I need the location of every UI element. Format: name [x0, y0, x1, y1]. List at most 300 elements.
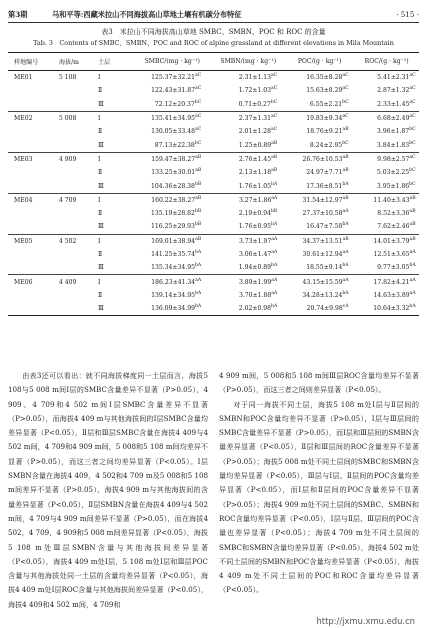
table-row — [8, 111, 419, 125]
cell-smbc — [133, 302, 212, 316]
cell-smbn — [212, 207, 285, 220]
roc-value: 2.33±1.45 — [377, 100, 410, 108]
cell-smbc — [133, 261, 212, 275]
roc-value: 9.98±2.57 — [377, 155, 410, 163]
smbn-value: 3.06±1.47 — [238, 251, 272, 258]
cell-poc — [285, 261, 354, 275]
smbn-significance: aC — [271, 86, 278, 92]
smbc-value: 130.05±33.48 — [151, 128, 195, 136]
cell-smbn — [212, 234, 285, 248]
cell-smbc — [133, 84, 212, 97]
smbc-significance: aA — [195, 277, 202, 283]
smbc-significance: aC — [194, 73, 202, 79]
cell-poc — [285, 234, 354, 248]
poc-significance: bC — [342, 140, 349, 146]
cell-plot — [8, 261, 59, 275]
header-plot: 样地编号 — [8, 53, 59, 71]
smbn-value: 2.31±1.13 — [238, 74, 272, 82]
poc-value: 17.36±8.51 — [306, 182, 343, 190]
cell-smbn — [212, 84, 285, 97]
poc-value: 18.55±9.14 — [306, 264, 343, 272]
cell-altitude — [59, 84, 98, 97]
watermark-url: http://jxmu.xmu.edu.cn — [316, 616, 415, 626]
poc-significance: aA — [342, 209, 349, 215]
cell-plot: ME04 — [14, 196, 33, 204]
cell-roc — [354, 98, 419, 112]
cell-layer: Ⅲ — [98, 302, 133, 316]
cell-roc — [354, 275, 419, 289]
smbc-significance: aB — [195, 236, 202, 242]
poc-significance: bA — [342, 181, 349, 187]
poc-significance: aB — [342, 236, 349, 242]
roc-value: 3.84±1.83 — [376, 141, 410, 149]
cell-plot: ME03 — [14, 155, 33, 163]
cell-smbn — [212, 261, 285, 275]
smbn-value: 2.01±1.28 — [238, 128, 272, 136]
cell-smbc — [133, 166, 212, 179]
cell-poc — [285, 289, 354, 302]
cell-layer: Ⅰ — [97, 237, 101, 245]
header-layer: 土层 — [98, 53, 133, 71]
cell-smbc — [133, 152, 212, 166]
table-row — [8, 71, 419, 85]
table-caption-en: Tab. 3 Contents of SMBC、SMBN、POC and ROC of alpine grassland at different elevations in Mila Mountain — [33, 39, 394, 47]
cell-smbn — [212, 289, 285, 302]
smbn-significance: aB — [271, 168, 278, 174]
smbn-value: 2.76±1.45 — [238, 155, 272, 163]
table-row — [8, 302, 419, 316]
smbc-value: 141.25±35.74 — [151, 251, 195, 258]
table-caption-cn: 表3 米拉山不同海拔高山草地 SMBC、SMBN、POC 和 ROC 的含量 — [101, 28, 326, 36]
roc-significance: bA — [409, 304, 416, 310]
cell-layer: Ⅰ — [97, 74, 101, 82]
poc-value: 27.37±10.58 — [302, 210, 343, 218]
table-row — [8, 138, 419, 152]
roc-significance: aB — [409, 222, 416, 228]
smbc-value: 125.37±32.21 — [151, 74, 195, 82]
smbc-value: 135.34±34.95 — [151, 264, 195, 272]
poc-value: 31.54±12.97 — [302, 196, 343, 204]
table-header-row — [8, 53, 419, 71]
roc-value: 8.52±3.36 — [377, 210, 410, 218]
cell-plot — [8, 289, 59, 302]
cell-roc — [354, 261, 419, 275]
cell-altitude — [59, 248, 98, 261]
smbc-significance: bA — [194, 304, 202, 310]
cell-layer: Ⅰ — [97, 155, 101, 163]
smbn-significance: bB — [270, 209, 278, 215]
table-row — [8, 152, 419, 166]
smbn-significance: bA — [271, 222, 278, 228]
roc-value: 2.87±1.32 — [377, 87, 410, 95]
smbc-significance: aC — [194, 114, 202, 119]
smbc-value: 136.09±34.99 — [151, 305, 195, 313]
roc-value: 12.51±3.65 — [373, 251, 410, 258]
cell-plot: ME06 — [14, 278, 33, 286]
table-row — [8, 193, 419, 207]
roc-significance: aC — [409, 114, 416, 119]
poc-value: 6.55±2.21 — [309, 100, 343, 108]
roc-value: 11.40±3.43 — [373, 196, 410, 204]
smbc-value: 135.41±34.95 — [151, 115, 195, 123]
table-row — [8, 84, 419, 97]
cell-plot: ME02 — [14, 115, 33, 123]
cell-poc — [285, 275, 354, 289]
smbc-significance: bB — [194, 181, 202, 187]
smbn-value: 1.72±1.03 — [238, 87, 272, 95]
smbc-significance: bA — [194, 249, 202, 255]
cell-altitude — [59, 179, 98, 193]
cell-roc — [354, 125, 419, 138]
cell-poc — [285, 220, 354, 234]
roc-significance: aA — [409, 249, 416, 255]
cell-poc — [285, 125, 354, 138]
cell-roc — [354, 302, 419, 316]
cell-smbc — [133, 179, 212, 193]
table-row — [8, 166, 419, 179]
cell-roc — [354, 193, 419, 207]
smbn-significance: aC — [271, 127, 278, 133]
smbc-value: 104.36±28.38 — [151, 182, 195, 190]
smbn-value: 1.76±0.95 — [238, 223, 272, 231]
cell-plot — [8, 179, 59, 193]
cell-poc — [285, 98, 354, 112]
cell-plot — [8, 207, 59, 220]
roc-significance: aC — [409, 86, 416, 92]
cell-smbn — [212, 179, 285, 193]
roc-value: 14.01±3.79 — [373, 237, 410, 245]
roc-significance: bC — [409, 140, 416, 146]
poc-significance: aB — [342, 168, 349, 174]
smbc-significance: bB — [194, 222, 202, 228]
smbn-value: 3.73±1.97 — [238, 237, 272, 245]
cell-poc — [285, 207, 354, 220]
header-smbn: SMBN/(mg · kg⁻¹) — [212, 53, 285, 71]
poc-significance: aC — [342, 114, 349, 119]
paragraph: 由表3还可以看出：就不同海拔梯度同一土层而言，海拔5 108与5 008 m间Ⅰ层的SMBC含量差异不显著（P>0.05），4 909、4 709和4 502 m间Ⅰ层SMBC含量差异不显著（P>0.05），而海拔4 409 m与其他海拔间的Ⅰ层SMBC含量均差异显著（P<0.05），Ⅱ层和Ⅲ层SMBC含量在海拔4 409与4 502 m间，4 709和4 909 m间，5 008和5 108 m间均差异不显著（P>0.05），而这三者之间均差异显著（P<0.05）。Ⅰ层SMBN含量在海拔4 409，4 502和4 709 m及5 008和5 108 m间差异不显著（P>0.05），海拔4 909 m与其他海拔间的含量差异显著（P<0.05），Ⅱ层SMBN含量在海拔4 409与4 502 m间，4 709与4 909 m间差异不显著（P>0.05），而在海拔4 502，4 709，4 909和5 008 m间差异显著（P<0.05），海拔5 108 m处Ⅲ层SMBN含量与其他海拔间差异显著（P<0.05），海拔4 409 m处Ⅰ层，5 108 m处Ⅰ层和Ⅲ层POC含量与其他海拔处同一土层的含量均差异显著（P<0.05），海拔4 409 m处Ⅰ层ROC含量与其他海拔间差异显著（P<0.05），海拔4 409和4 502 m间，4 709和 — [8, 371, 208, 609]
cell-layer: Ⅱ — [97, 210, 103, 218]
roc-value: 17.82±4.21 — [373, 278, 410, 286]
cell-plot — [8, 220, 59, 234]
page-number: · 515 · — [396, 10, 419, 19]
poc-value: 43.15±15.59 — [302, 278, 343, 286]
cell-layer: Ⅲ — [98, 98, 133, 112]
cell-altitude: 4 909 — [58, 155, 77, 163]
data-table — [8, 52, 419, 316]
cell-smbc — [133, 207, 212, 220]
poc-significance: bC — [342, 99, 349, 105]
roc-significance: aC — [409, 73, 416, 79]
cell-roc — [354, 234, 419, 248]
cell-poc — [285, 166, 354, 179]
smbn-value: 1.76±1.05 — [238, 182, 272, 190]
cell-smbn — [212, 275, 285, 289]
smbc-significance: aB — [195, 154, 202, 160]
smbc-value: 133.25±30.01 — [151, 169, 196, 177]
smbc-value: 139.14±34.95 — [151, 291, 195, 299]
smbc-value: 72.12±20.37 — [154, 100, 195, 108]
cell-roc — [354, 84, 419, 97]
cell-plot — [8, 84, 59, 97]
smbn-value: 2.19±0.94 — [238, 210, 271, 218]
cell-altitude — [59, 261, 98, 275]
smbn-significance: aA — [271, 277, 278, 283]
smbc-significance: bB — [194, 209, 202, 215]
poc-significance: aB — [342, 195, 349, 201]
cell-altitude — [59, 98, 98, 112]
table-row — [8, 248, 419, 261]
cell-smbc — [133, 248, 212, 261]
cell-layer: Ⅲ — [98, 261, 133, 275]
smbn-significance: bA — [271, 181, 278, 187]
smbc-value: 122.43±31.87 — [151, 87, 195, 95]
cell-altitude — [59, 138, 98, 152]
cell-smbn — [212, 125, 285, 138]
cell-plot — [8, 248, 59, 261]
smbn-value: 3.70±1.88 — [238, 291, 272, 299]
roc-significance: bC — [409, 168, 416, 174]
smbn-significance: aA — [271, 236, 278, 242]
cell-roc — [354, 71, 419, 85]
poc-significance: aC — [342, 86, 349, 92]
cell-roc — [354, 152, 419, 166]
smbn-value: 1.94±0.89 — [238, 264, 272, 272]
cell-smbn — [212, 152, 285, 166]
poc-value: 20.74±9.98 — [306, 305, 343, 313]
header-smbc: SMBC/(mg · kg⁻¹) — [133, 53, 212, 71]
smbc-significance: aB — [195, 195, 202, 201]
table-row — [8, 275, 419, 289]
cell-plot — [8, 125, 59, 138]
cell-smbn — [212, 111, 285, 125]
poc-value: 24.97±7.71 — [306, 169, 343, 177]
poc-value: 30.61±12.94 — [302, 251, 343, 258]
table-row — [8, 234, 419, 248]
smbc-value: 169.01±38.94 — [151, 237, 196, 245]
body-column-left — [8, 369, 208, 612]
cell-plot — [8, 166, 59, 179]
poc-significance: aC — [342, 73, 349, 79]
cell-smbc — [133, 125, 212, 138]
cell-poc — [285, 71, 354, 85]
poc-value: 8.24±2.95 — [309, 141, 343, 149]
smbn-significance: aC — [271, 73, 278, 79]
smbn-value: 0.71±0.27 — [238, 100, 271, 108]
cell-smbn — [212, 71, 285, 85]
cell-poc — [285, 138, 354, 152]
cell-smbn — [212, 220, 285, 234]
roc-significance: aA — [409, 290, 416, 296]
cell-smbn — [212, 248, 285, 261]
smbc-value: 135.19±28.82 — [151, 210, 195, 218]
roc-significance: bC — [409, 181, 416, 187]
header-altitude: 海拔/m — [59, 53, 98, 71]
cell-layer: Ⅰ — [97, 115, 101, 123]
running-header — [8, 6, 419, 23]
cell-plot — [8, 98, 59, 112]
header-roc: ROC/(g · kg⁻¹) — [354, 53, 419, 71]
smbc-value: 159.47±38.27 — [151, 155, 196, 163]
cell-poc — [285, 248, 354, 261]
smbn-significance: aA — [271, 290, 278, 296]
roc-significance: aB — [409, 209, 416, 215]
smbn-significance: bA — [271, 263, 278, 269]
roc-value: 10.64±3.32 — [373, 305, 410, 313]
table-row — [8, 261, 419, 275]
roc-value: 6.68±2.49 — [377, 115, 410, 123]
cell-altitude: 4 409 — [58, 278, 77, 286]
roc-value: 9.77±3.05 — [377, 264, 410, 272]
cell-altitude: 5 108 — [58, 74, 77, 82]
roc-significance: aB — [409, 195, 416, 201]
cell-smbn — [212, 138, 285, 152]
cell-poc — [285, 302, 354, 316]
cell-altitude: 5 008 — [58, 115, 77, 123]
cell-smbc — [133, 275, 212, 289]
smbn-significance: aC — [271, 114, 278, 119]
cell-smbc — [133, 138, 212, 152]
paragraph: 对于同一海拔不同土层，海拔5 108 m处Ⅰ层与Ⅱ层间的SMBN和POC含量均差异不显著（P>0.05），Ⅰ层与Ⅲ层间的SMBC含量差异不显著（P>0.05），而Ⅰ层和Ⅲ层间的SMBN含量差异显著（P<0.05），Ⅱ层和Ⅲ层间的ROC含量差异不显著（P>0.05）；海拔5 008 m处不同土层间的SMBC和SMBN含量均差异显著（P<0.05），Ⅲ层与Ⅰ层、Ⅱ层间的POC含量均差异显著（P<0.05），而Ⅰ层和Ⅱ层间的POC含量差异不显著（P>0.05）；海拔4 909 m处不同土层间的SMBC、SMBN和ROC含量均差异显著（P<0.05），Ⅰ层与Ⅱ层、Ⅲ层间的POC含量也差异显著（P<0.05）；海拔4 709 m处不同土层间的SMBC和SMBN含量均差异显著（P<0.05），海拔4 502 m处不同土层间的SMBN和POC含量均差异显著（P<0.05），海拔4 409 m处不同土层间的POC和ROC含量均差异显著（P<0.05）。 — [219, 399, 419, 595]
cell-roc — [354, 179, 419, 193]
cell-plot: ME05 — [14, 237, 33, 245]
poc-value: 34.37±13.51 — [302, 237, 343, 245]
cell-roc — [354, 220, 419, 234]
smbc-significance: aB — [195, 168, 202, 174]
roc-value: 3.96±1.87 — [376, 128, 410, 136]
smbn-value: 2.13±1.18 — [238, 169, 272, 177]
cell-altitude — [59, 220, 98, 234]
table-row — [8, 207, 419, 220]
cell-smbc — [133, 289, 212, 302]
cell-layer: Ⅲ — [98, 220, 133, 234]
cell-layer: Ⅱ — [97, 87, 103, 95]
cell-roc — [354, 248, 419, 261]
roc-value: 7.62±2.46 — [377, 223, 410, 231]
poc-value: 16.47±7.58 — [306, 223, 343, 231]
smbn-significance: aB — [271, 154, 278, 160]
smbc-significance: aC — [194, 86, 202, 92]
paragraph: 4 909 m间，5 008和5 108 m间Ⅲ层ROC含量均差异不显著（P>0.05），而这三者之间则差异显著（P<0.05）。 — [219, 371, 419, 395]
poc-value: 15.63±8.29 — [306, 87, 343, 95]
poc-value: 19.83±9.34 — [306, 115, 343, 123]
smbn-significance: aB — [271, 140, 278, 146]
cell-smbc — [133, 193, 212, 207]
cell-smbn — [212, 302, 285, 316]
cell-roc — [354, 166, 419, 179]
cell-layer: Ⅱ — [97, 291, 103, 299]
smbc-value: 186.23±41.34 — [151, 278, 196, 286]
cell-smbc — [133, 220, 212, 234]
body-column-right — [219, 369, 419, 598]
smbn-value: 1.25±0.89 — [238, 141, 272, 149]
cell-poc — [285, 84, 354, 97]
roc-value: 5.41±2.31 — [377, 74, 410, 82]
smbc-value: 116.25±29.93 — [151, 223, 195, 231]
cell-smbc — [133, 111, 212, 125]
smbc-significance: bA — [194, 290, 202, 296]
cell-plot — [8, 302, 59, 316]
table-row — [8, 220, 419, 234]
table-row — [8, 98, 419, 112]
poc-significance: aA — [342, 249, 349, 255]
cell-layer: Ⅱ — [97, 169, 103, 177]
table-row — [8, 289, 419, 302]
poc-value: 16.35±8.28 — [306, 74, 343, 82]
cell-layer: Ⅱ — [97, 128, 103, 136]
cell-layer: Ⅲ — [98, 138, 133, 152]
poc-significance: bA — [342, 290, 349, 296]
roc-significance: aB — [409, 236, 416, 242]
smbn-value: 3.89±1.99 — [238, 278, 272, 286]
cell-smbc — [133, 71, 212, 85]
smbc-significance: bC — [194, 140, 202, 146]
roc-significance: bC — [409, 127, 416, 133]
cell-layer: Ⅰ — [97, 196, 101, 204]
cell-layer: Ⅱ — [97, 251, 103, 258]
smbn-significance: bC — [270, 99, 278, 105]
issue-number: 第3期 — [8, 10, 28, 19]
smbn-value: 2.02±0.98 — [238, 305, 272, 313]
roc-significance: aC — [409, 154, 416, 160]
roc-value: 5.03±2.25 — [376, 169, 410, 177]
smbc-significance: bC — [194, 99, 202, 105]
cell-poc — [285, 193, 354, 207]
roc-value: 14.63±3.89 — [373, 291, 410, 299]
cell-smbc — [133, 234, 212, 248]
poc-significance: aA — [342, 277, 349, 283]
table-row — [8, 125, 419, 138]
cell-smbn — [212, 98, 285, 112]
poc-value: 18.76±9.21 — [306, 128, 343, 136]
smbn-significance: aA — [271, 249, 278, 255]
cell-smbn — [212, 166, 285, 179]
poc-significance: cA — [342, 304, 349, 310]
poc-significance: aB — [342, 127, 349, 133]
cell-altitude: 4 709 — [58, 196, 77, 204]
cell-altitude — [59, 166, 98, 179]
roc-significance: aA — [409, 277, 416, 283]
cell-poc — [285, 179, 354, 193]
cell-smbc — [133, 98, 212, 112]
cell-smbn — [212, 193, 285, 207]
cell-altitude — [59, 207, 98, 220]
roc-significance: aC — [409, 99, 416, 105]
smbn-significance: bA — [271, 304, 278, 310]
header-poc: POC/(g · kg⁻¹) — [285, 53, 354, 71]
cell-plot — [8, 138, 59, 152]
poc-value: 26.76±10.53 — [302, 155, 343, 163]
cell-roc — [354, 138, 419, 152]
poc-significance: bA — [342, 263, 349, 269]
cell-altitude — [59, 289, 98, 302]
poc-significance: aB — [342, 154, 349, 160]
poc-value: 34.28±13.24 — [302, 291, 343, 299]
cell-layer: Ⅲ — [98, 179, 133, 193]
smbc-value: 87.13±22.38 — [154, 141, 195, 149]
cell-roc — [354, 207, 419, 220]
roc-significance: bA — [409, 263, 416, 269]
smbc-value: 160.22±38.27 — [151, 196, 196, 204]
smbn-value: 2.37±1.31 — [238, 115, 272, 123]
cell-altitude — [59, 302, 98, 316]
smbn-significance: aA — [271, 195, 278, 201]
running-title: 马和平等:西藏米拉山不同海拔高山草地土壤有机碳分布特征 — [52, 10, 242, 19]
table-row — [8, 179, 419, 193]
smbc-significance: bA — [194, 263, 202, 269]
cell-roc — [354, 289, 419, 302]
roc-value: 3.95±1.86 — [376, 182, 410, 190]
cell-plot: ME01 — [14, 74, 33, 82]
